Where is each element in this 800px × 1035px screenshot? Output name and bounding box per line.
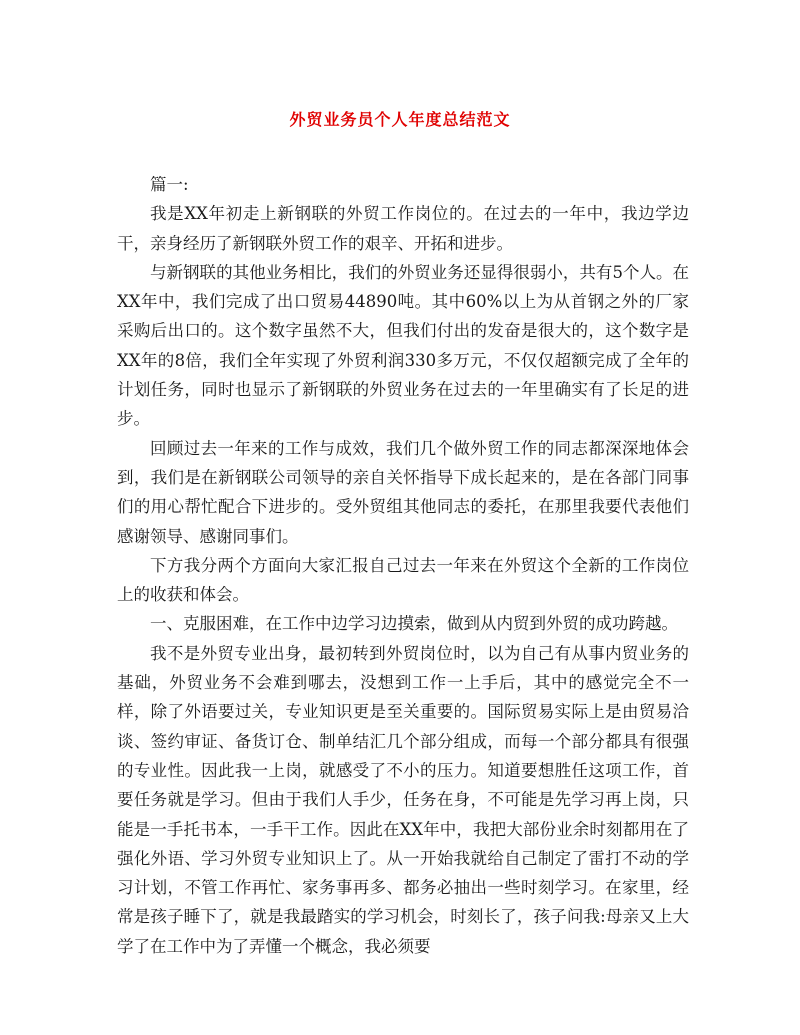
paragraph-review: 回顾过去一年来的工作与成效，我们几个做外贸工作的同志都深深地体会到，我们是在新钢联公司领导的亲自关怀指导下成长起来的，是在各部门同事们的用心帮忙配合下进步的。受外贸组其他同志的委托，在那里我要代表他们感谢领导、感谢同事们。	[117, 438, 689, 546]
paragraph-outline: 下方我分两个方面向大家汇报自己过去一年来在外贸这个全新的工作岗位上的收获和体会。	[117, 555, 689, 605]
paragraph-section-label: 篇一:	[150, 175, 189, 194]
paragraph-heading-one: 一、克服困难，在工作中边学习边摸索，做到从内贸到外贸的成功跨越。	[150, 614, 678, 634]
document-body	[117, 170, 689, 961]
paragraph-learning: 我不是外贸专业出身，最初转到外贸岗位时，以为自己有从事内贸业务的基础，外贸业务不会难到哪去，没想到工作一上手后，其中的感觉完全不一样，除了外语要过关，专业知识更是至关重要的。国际贸易实际上是由贸易洽谈、签约审证、备货订仓、制单结汇几个部分组成，而每一个部分都具有很强的专业性。因此我一上岗，就感受了不小的压力。知道要想胜任这项工作，首要任务就是学习。但由于我们人手少，任务在身，不可能是先学习再上岗，只能是一手托书本，一手干工作。因此在XX年中，我把大部份业余时刻都用在了强化外语、学习外贸专业知识上了。从一开始我就给自己制定了雷打不动的学习计划，不管工作再忙、家务事再多、都务必抽出一些时刻学习。在家里，经常是孩子睡下了，就是我最踏实的学习机会，时刻长了，孩子问我:母亲又上大学了在工作中为了弄懂一个概念，我必须要	[117, 643, 689, 956]
document-title: 外贸业务员个人年度总结范文	[289, 110, 511, 129]
paragraph-performance: 与新钢联的其他业务相比，我们的外贸业务还显得很弱小，共有5个人。在XX年中，我们完成了出口贸易44890吨。其中60%以上为从首钢之外的厂家采购后出口的。这个数字虽然不大，但我们付出的发奋是很大的，这个数字是XX年的8倍，我们全年实现了外贸利润330多万元，不仅仅超额完成了全年的计划任务，同时也显示了新钢联的外贸业务在过去的一年里确实有了长足的进步。	[117, 262, 689, 429]
paragraph-intro: 我是XX年初走上新钢联的外贸工作岗位的。在过去的一年中，我边学边干，亲身经历了新钢联外贸工作的艰辛、开拓和进步。	[117, 204, 689, 253]
